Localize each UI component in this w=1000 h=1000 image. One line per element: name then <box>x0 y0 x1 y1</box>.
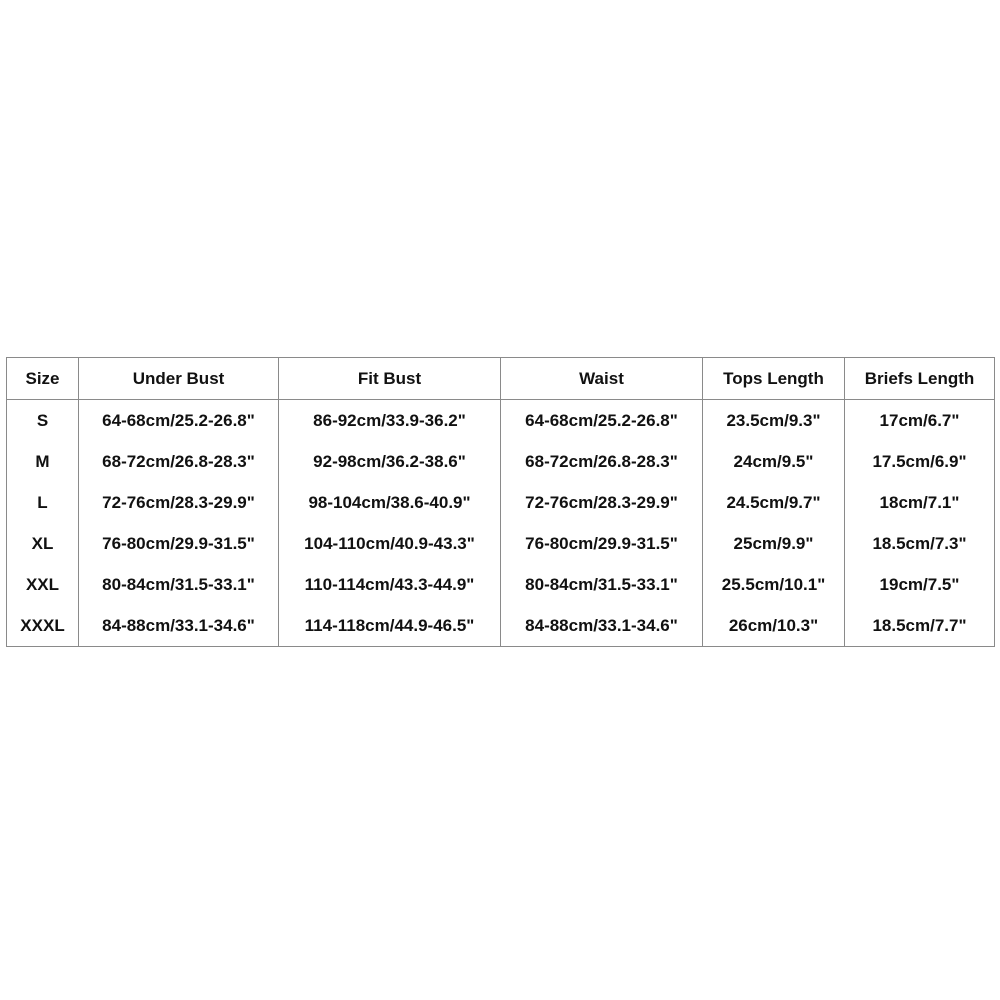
header-fit-bust: Fit Bust <box>279 358 501 400</box>
cell-under-bust: 76-80cm/29.9-31.5" <box>79 523 279 564</box>
header-tops-length: Tops Length <box>703 358 845 400</box>
cell-tops-length: 25cm/9.9" <box>703 523 845 564</box>
cell-under-bust: 64-68cm/25.2-26.8" <box>79 400 279 442</box>
header-briefs-length: Briefs Length <box>845 358 995 400</box>
cell-fit-bust: 104-110cm/40.9-43.3" <box>279 523 501 564</box>
cell-waist: 68-72cm/26.8-28.3" <box>501 441 703 482</box>
cell-briefs-length: 18.5cm/7.3" <box>845 523 995 564</box>
cell-waist: 72-76cm/28.3-29.9" <box>501 482 703 523</box>
cell-fit-bust: 86-92cm/33.9-36.2" <box>279 400 501 442</box>
cell-under-bust: 84-88cm/33.1-34.6" <box>79 605 279 647</box>
cell-waist: 80-84cm/31.5-33.1" <box>501 564 703 605</box>
cell-tops-length: 23.5cm/9.3" <box>703 400 845 442</box>
cell-fit-bust: 92-98cm/36.2-38.6" <box>279 441 501 482</box>
cell-waist: 84-88cm/33.1-34.6" <box>501 605 703 647</box>
cell-briefs-length: 17cm/6.7" <box>845 400 995 442</box>
cell-size: XXL <box>7 564 79 605</box>
cell-briefs-length: 18cm/7.1" <box>845 482 995 523</box>
cell-tops-length: 24.5cm/9.7" <box>703 482 845 523</box>
header-waist: Waist <box>501 358 703 400</box>
table-row <box>7 605 995 647</box>
header-size: Size <box>7 358 79 400</box>
cell-waist: 76-80cm/29.9-31.5" <box>501 523 703 564</box>
cell-size: XL <box>7 523 79 564</box>
cell-under-bust: 72-76cm/28.3-29.9" <box>79 482 279 523</box>
table-row <box>7 400 995 442</box>
header-under-bust: Under Bust <box>79 358 279 400</box>
cell-waist: 64-68cm/25.2-26.8" <box>501 400 703 442</box>
cell-tops-length: 26cm/10.3" <box>703 605 845 647</box>
table-row <box>7 523 995 564</box>
cell-size: L <box>7 482 79 523</box>
table-header-row <box>7 358 995 400</box>
cell-under-bust: 80-84cm/31.5-33.1" <box>79 564 279 605</box>
table-row <box>7 441 995 482</box>
cell-briefs-length: 17.5cm/6.9" <box>845 441 995 482</box>
size-chart-table <box>6 357 995 647</box>
cell-size: XXXL <box>7 605 79 647</box>
cell-fit-bust: 114-118cm/44.9-46.5" <box>279 605 501 647</box>
cell-tops-length: 25.5cm/10.1" <box>703 564 845 605</box>
table-row <box>7 564 995 605</box>
cell-briefs-length: 19cm/7.5" <box>845 564 995 605</box>
cell-size: S <box>7 400 79 442</box>
cell-briefs-length: 18.5cm/7.7" <box>845 605 995 647</box>
cell-size: M <box>7 441 79 482</box>
cell-tops-length: 24cm/9.5" <box>703 441 845 482</box>
cell-fit-bust: 110-114cm/43.3-44.9" <box>279 564 501 605</box>
cell-fit-bust: 98-104cm/38.6-40.9" <box>279 482 501 523</box>
cell-under-bust: 68-72cm/26.8-28.3" <box>79 441 279 482</box>
table-row <box>7 482 995 523</box>
